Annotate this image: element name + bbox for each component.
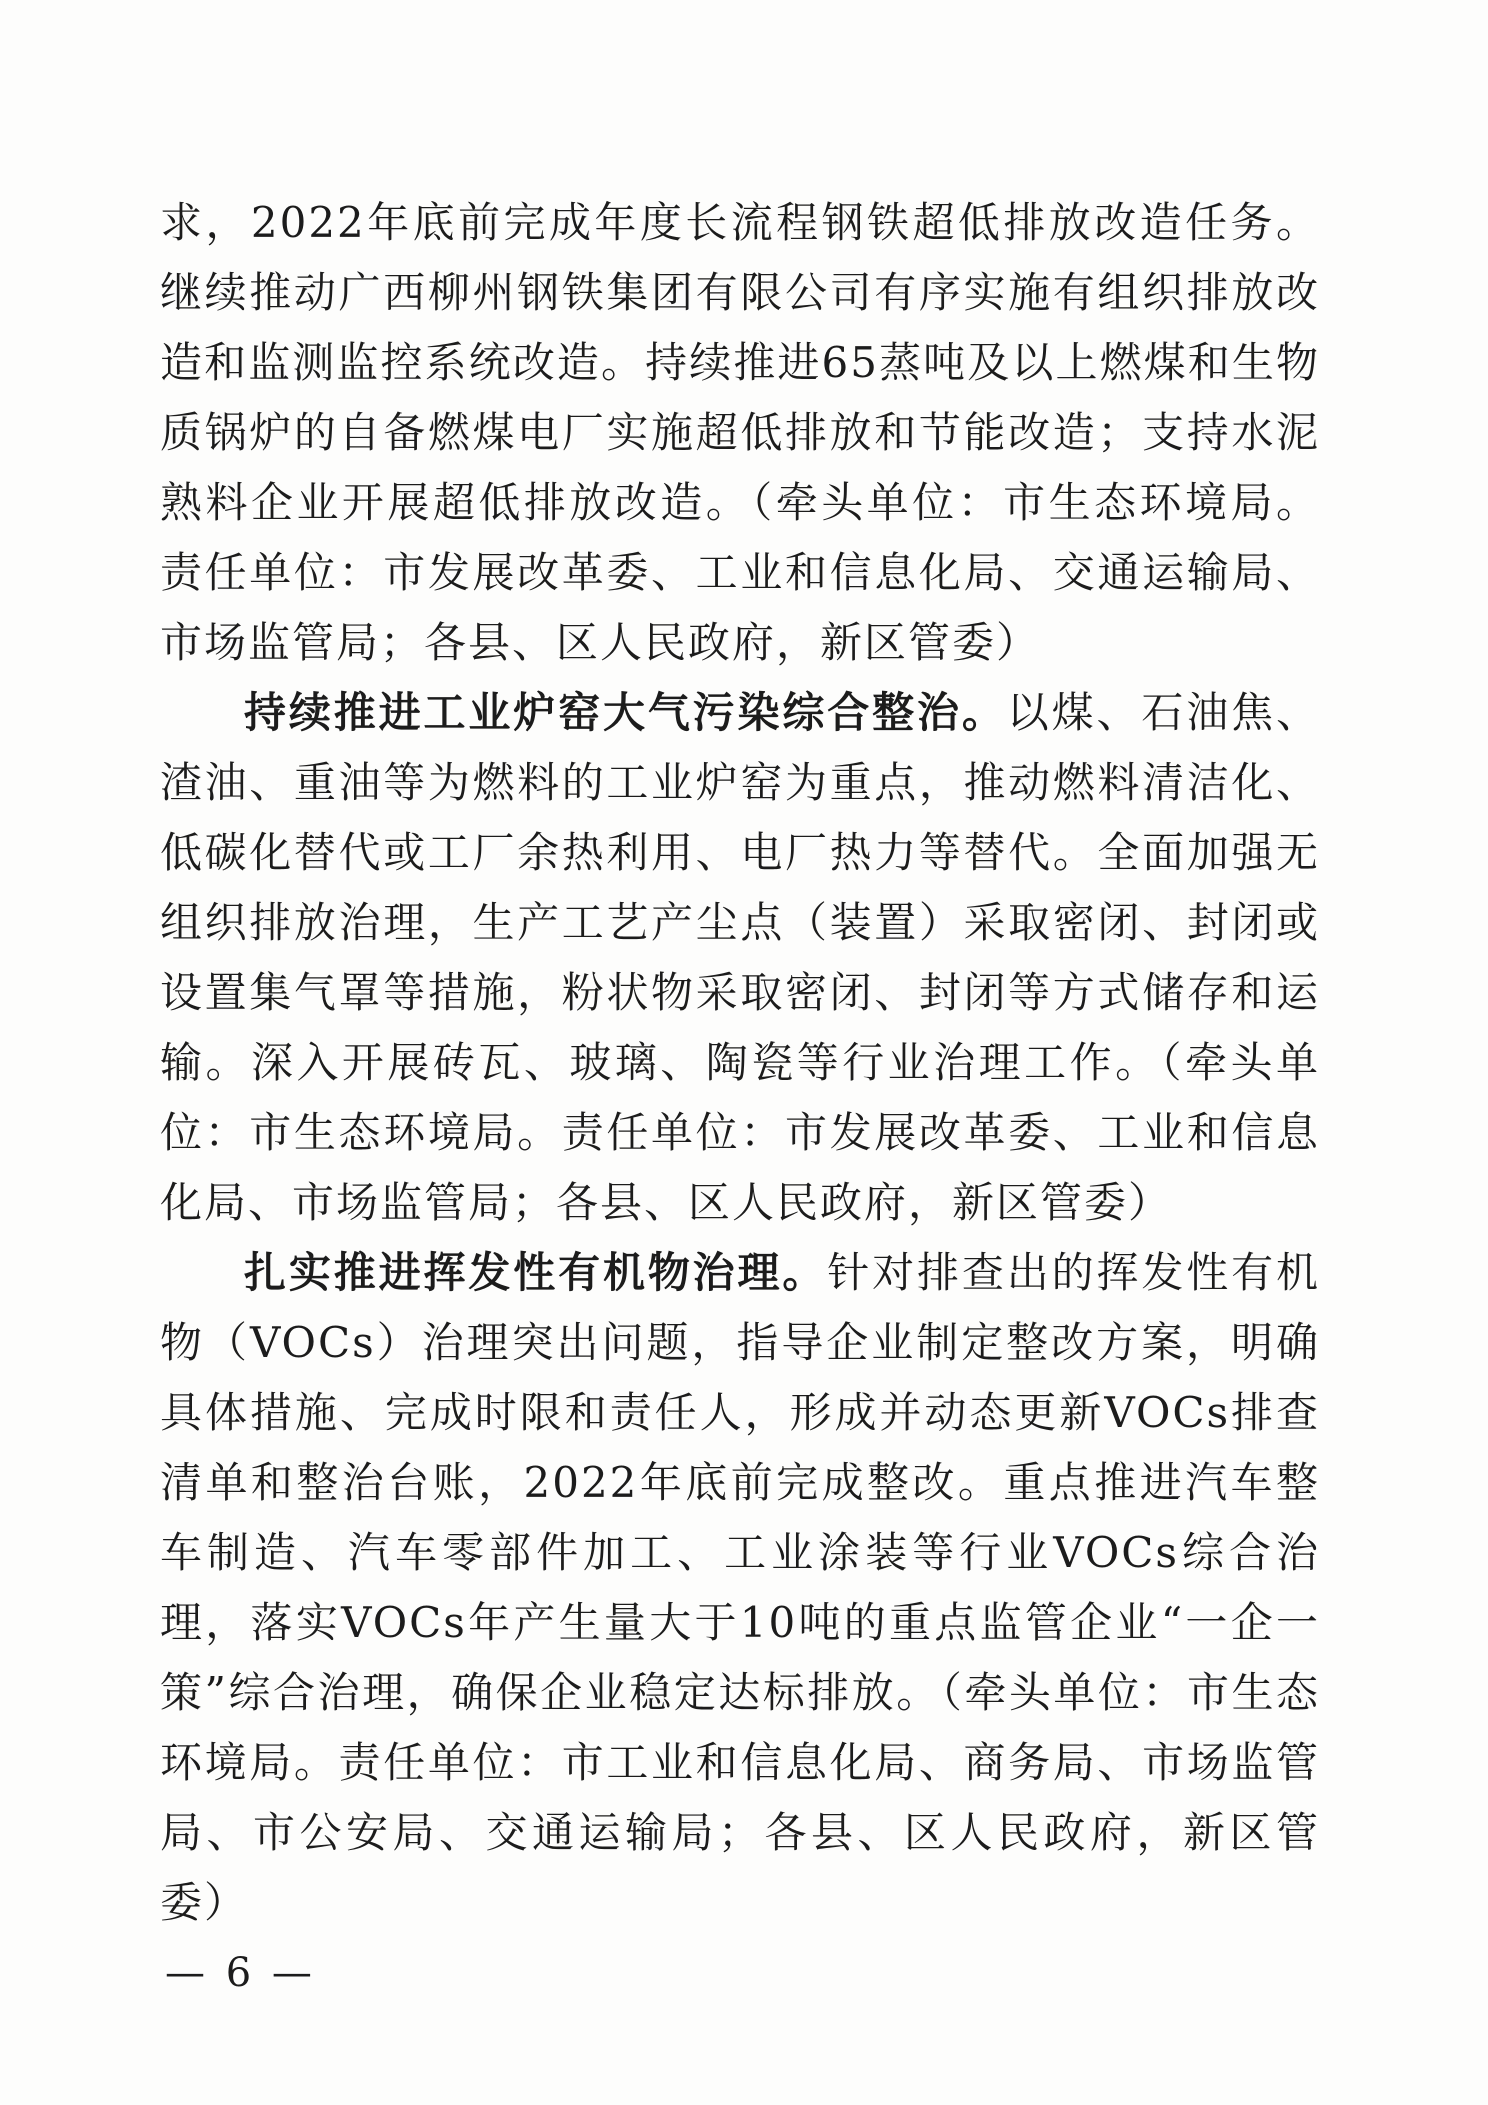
paragraph-vocs-treatment xyxy=(160,1238,1320,1938)
paragraph-industrial-kilns xyxy=(160,678,1320,1238)
paragraph-text: 以煤、石油焦、渣油、重油等为燃料的工业炉窑为重点，推动燃料清洁化、低碳化替代或工厂余热利用、电厂热力等替代。全面加强无组织排放治理，生产工艺产尘点（装置）采取密闭、封闭或设置集气罩等措施，粉状物采取密闭、封闭等方式储存和运输。深入开展砖瓦、玻璃、陶瓷等行业治理工作。（牵头单位：市生态环境局。责任单位：市发展改革委、工业和信息化局、市场监管局；各县、区人民政府，新区管委） xyxy=(160,688,1320,1227)
paragraph-text: 求，2022年底前完成年度长流程钢铁超低排放改造任务。继续推动广西柳州钢铁集团有限公司有序实施有组织排放改造和监测监控系统改造。持续推进65蒸吨及以上燃煤和生物质锅炉的自备燃煤电厂实施超低排放和节能改造；支持水泥熟料企业开展超低排放改造。（牵头单位：市生态环境局。责任单位：市发展改革委、工业和信息化局、交通运输局、市场监管局；各县、区人民政府，新区管委） xyxy=(160,198,1320,667)
page-number: — 6 — xyxy=(165,1950,316,1996)
paragraph-text: 针对排查出的挥发性有机物（VOCs）治理突出问题，指导企业制定整改方案，明确具体措施、完成时限和责任人，形成并动态更新VOCs排查清单和整治台账，2022年底前完成整改。重点推进汽车整车制造、汽车零部件加工、工业涂装等行业VOCs综合治理，落实VOCs年产生量大于10吨的重点监管企业“一企一策”综合治理，确保企业稳定达标排放。（牵头单位：市生态环境局。责任单位：市工业和信息化局、商务局、市场监管局、市公安局、交通运输局；各县、区人民政府，新区管委） xyxy=(160,1248,1320,1927)
paragraph-lead-heading: 持续推进工业炉窑大气污染综合整治。 xyxy=(244,688,1007,737)
paragraph-continued xyxy=(160,188,1320,678)
document-body xyxy=(160,188,1320,1938)
paragraph-lead-heading: 扎实推进挥发性有机物治理。 xyxy=(244,1248,828,1297)
